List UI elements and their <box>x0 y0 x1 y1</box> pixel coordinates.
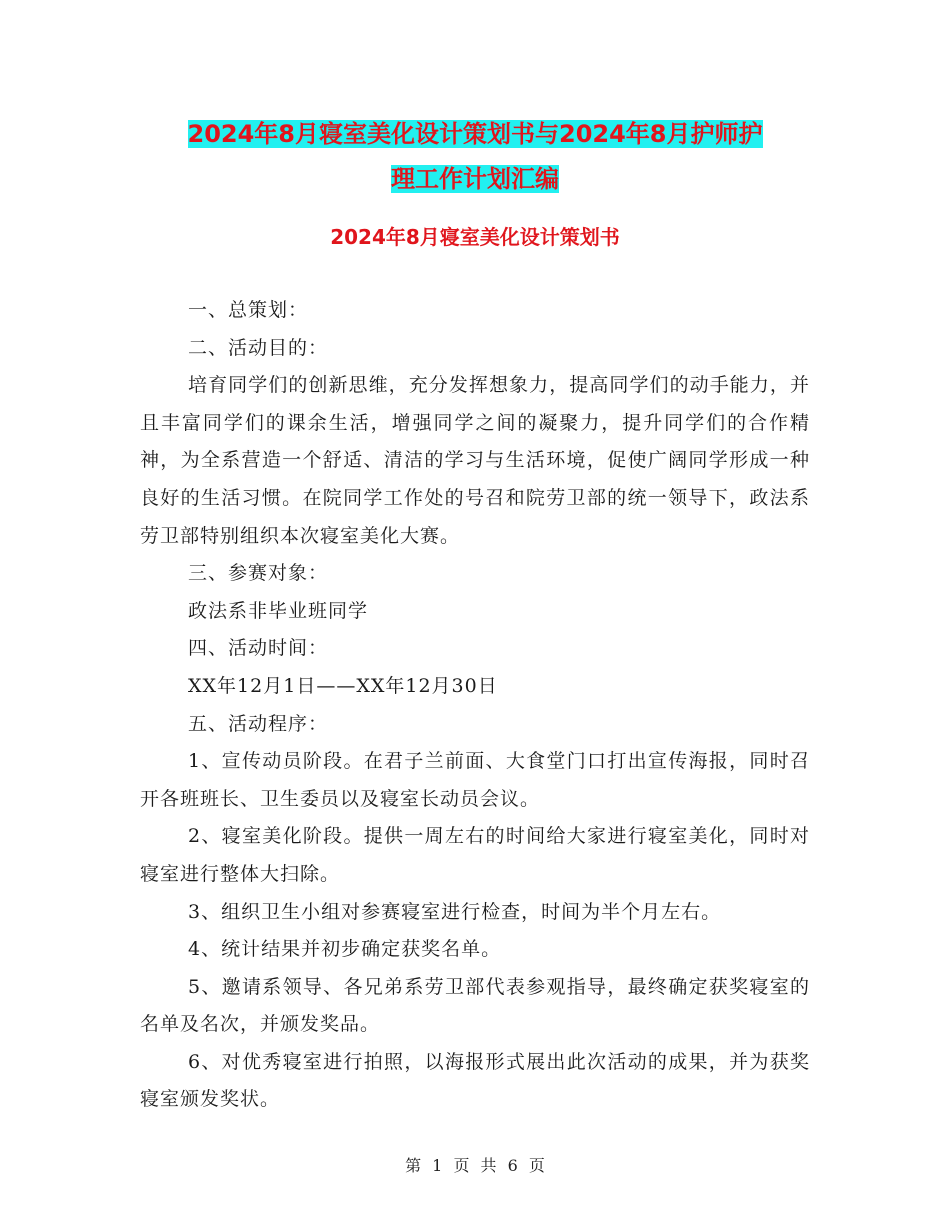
section-title: 2024年8月寝室美化设计策划书 <box>330 225 620 249</box>
paragraph-procedure-step-4: 4、统计结果并初步确定获奖名单。 <box>188 938 502 961</box>
paragraph-participants-body: 政法系非毕业班同学 <box>188 599 369 622</box>
paragraph-purpose-body: 培育同学们的创新思维，充分发挥想象力，提高同学们的动手能力，并且丰富同学们的课余生活，增强同学之间的凝聚力，提升同学们的合作精神，为全系营造一个舒适、清洁的学习与生活环境，促使广阔同学形成一种良好的生活习惯。在院同学工作处的号召和院劳卫部的统一领导下，政法系劳卫部特别组织本次寝室美化大赛。 <box>140 374 810 547</box>
paragraph-time-body: XX年12月1日——XX年12月30日 <box>188 674 498 697</box>
paragraph-procedure-step-2: 2、寝室美化阶段。提供一周左右的时间给大家进行寝室美化，同时对寝室进行整体大扫除。 <box>140 825 810 885</box>
document-title-line1: 2024年8月寝室美化设计策划书与2024年8月护师护 <box>187 120 763 148</box>
document-body <box>140 292 810 1119</box>
document-title <box>140 112 810 202</box>
paragraph-procedure-step-6: 6、对优秀寝室进行拍照，以海报形式展出此次活动的成果，并为获奖寝室颁发奖状。 <box>140 1050 810 1111</box>
paragraph-purpose-heading: 二、活动目的： <box>188 336 329 359</box>
paragraph-overall-plan: 一、总策划： <box>188 299 309 321</box>
page-footer: 第 1 页 共 6 页 <box>405 1156 545 1175</box>
paragraph-participants-heading: 三、参赛对象： <box>188 562 329 585</box>
paragraph-time-heading: 四、活动时间： <box>188 637 329 660</box>
paragraph-procedure-step-3: 3、组织卫生小组对参赛寝室进行检查，时间为半个月左右。 <box>188 900 722 923</box>
document-title-line2: 理工作计划汇编 <box>391 165 559 193</box>
paragraph-procedure-heading: 五、活动程序： <box>188 712 329 735</box>
paragraph-procedure-step-5: 5、邀请系领导、各兄弟系劳卫部代表参观指导，最终确定获奖寝室的名单及名次，并颁发奖品。 <box>140 975 810 1036</box>
paragraph-procedure-step-1: 1、宣传动员阶段。在君子兰前面、大食堂门口打出宣传海报，同时召开各班班长、卫生委员以及寝室长动员会议。 <box>140 750 810 810</box>
